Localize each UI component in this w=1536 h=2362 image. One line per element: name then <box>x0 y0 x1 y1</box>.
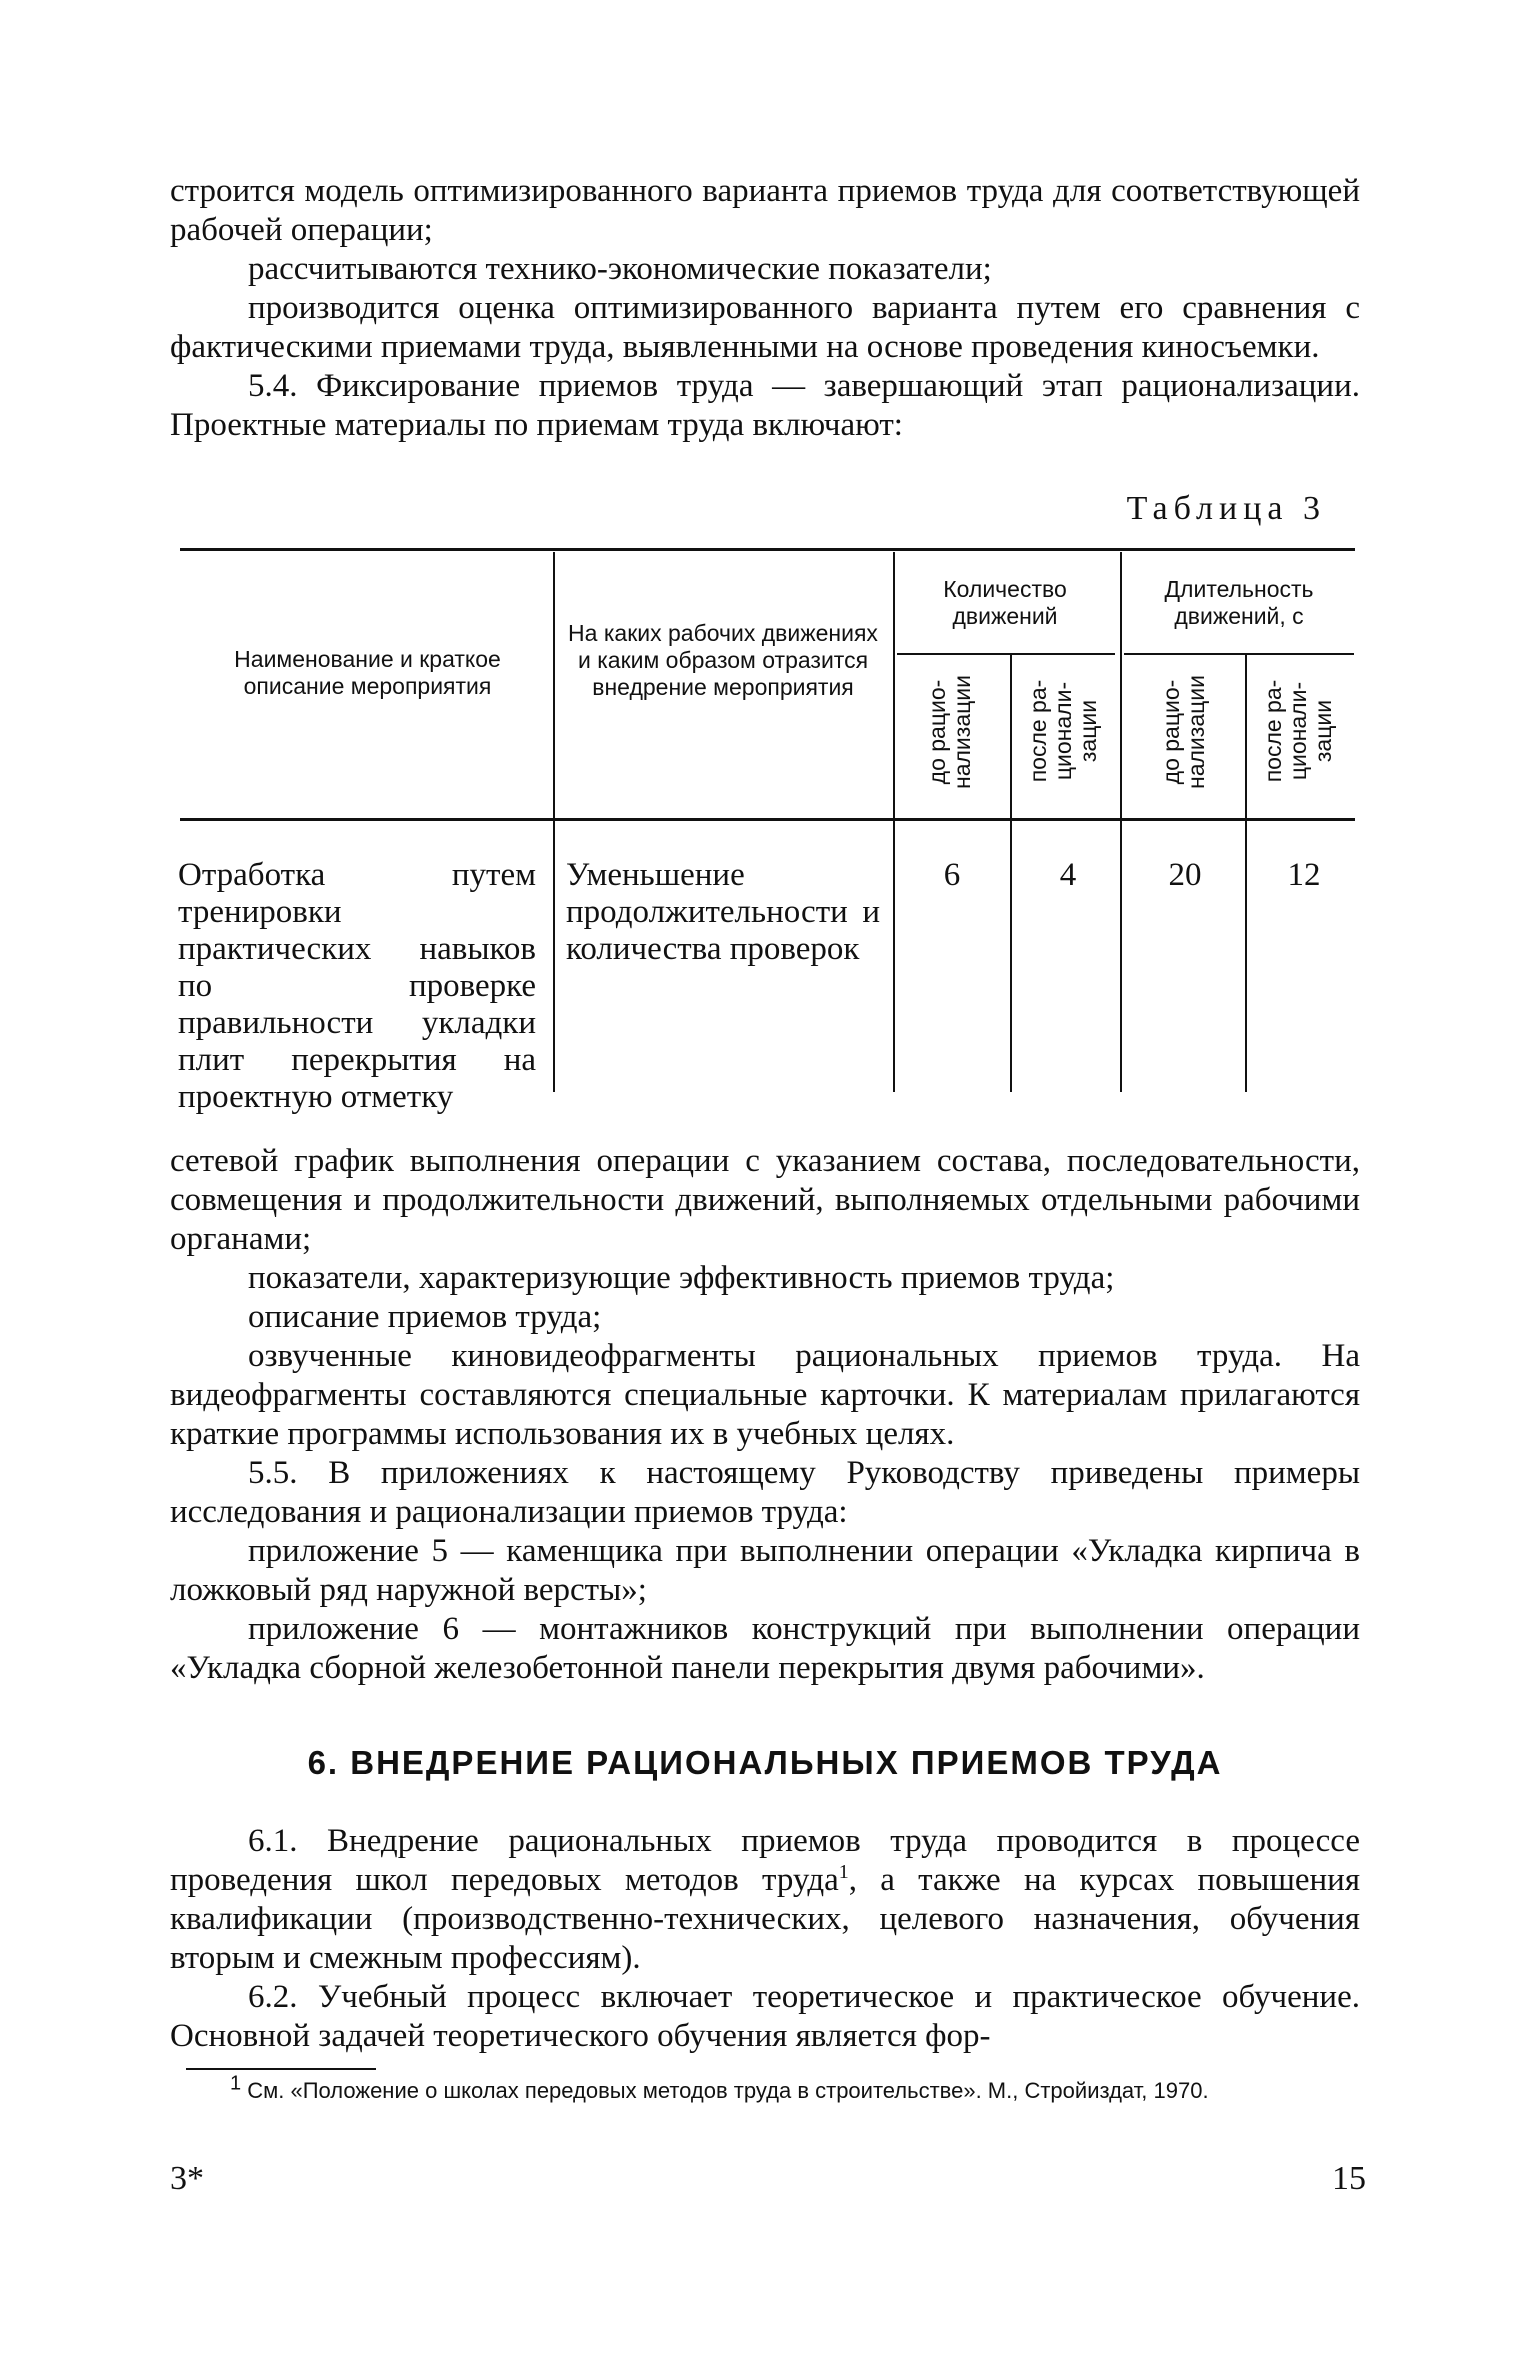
row-moves-after: 4 <box>1059 857 1077 893</box>
paragraph-description: описание приемов труда; <box>248 1299 602 1335</box>
paragraph-appendix-5: приложение 5 — каменщика при выполнении операции «Укладка кирпича в ложковый ряд наружной версты»; <box>170 1533 1360 1608</box>
row-duration-after: 12 <box>1287 857 1321 893</box>
row-moves-before: 6 <box>943 857 961 893</box>
footnote-text: См. «Положение о школах передовых методов труда в строительстве». М., Стройиздат, 1970. <box>247 2078 1209 2103</box>
table-top-rule <box>180 548 1355 551</box>
paragraph-6-1 <box>170 1822 1360 1978</box>
paragraph-network-graph: сетевой график выполнения операции с указанием состава, последовательности, совмещения и продолжительности движений, выполняемых отдельными рабочими органами; <box>170 1143 1360 1257</box>
table-vline-2 <box>893 552 895 1092</box>
header-duration-after: после ра- ционали- зации <box>1260 679 1336 783</box>
signature-mark: 3* <box>170 2160 204 2197</box>
section-body <box>170 1822 1360 2056</box>
table-vline-4 <box>1120 552 1122 1092</box>
table-vline-3 <box>1010 655 1012 1092</box>
paragraph-6-1-end: , а также на курсах повышения квалификации (производственно-технических, целевого назначения, обучения вторым и смежным профессиям). <box>170 1862 1360 1976</box>
header-moves-before: до рацио- нализации <box>924 675 975 789</box>
paragraph-model: строится модель оптимизированного варианта приемов труда для соответствующей рабочей операции; <box>170 173 1360 248</box>
table-header-rule <box>180 818 1355 821</box>
header-moves-after: после ра- ционали- зации <box>1025 679 1101 783</box>
paragraph-video: озвученные киновидеофрагменты рациональных приемов труда. На видеофрагменты составляются специальные карточки. К материалам прилагаются краткие программы использования их в учебных целях. <box>170 1338 1360 1452</box>
section-title: 6. ВНЕДРЕНИЕ РАЦИОНАЛЬНЫХ ПРИЕМОВ ТРУДА <box>307 1744 1223 1781</box>
paragraph-indicators: рассчитываются технико-экономические показатели; <box>248 251 992 287</box>
header-moves-duration: Длительность движений, с <box>1164 576 1314 629</box>
row-effect: Уменьшение продолжительности и количества проверок <box>566 857 880 967</box>
paragraph-5-4: 5.4. Фиксирование приемов труда — завершающий этап рационализации. Проектные материалы по приемам труда включают: <box>170 368 1360 443</box>
table-label: Таблица 3 <box>1126 490 1326 527</box>
materials-list <box>170 1142 1360 1688</box>
intro-text <box>170 172 1360 445</box>
paragraph-appendix-6: приложение 6 — монтажников конструкций при выполнении операции «Укладка сборной железобетонной панели перекрытия двумя рабочими». <box>170 1611 1360 1686</box>
header-measure: Наименование и краткое описание мероприятия <box>234 646 501 699</box>
footnote-separator <box>186 2068 376 2070</box>
paragraph-6-2: 6.2. Учебный процесс включает теоретическое и практическое обучение. Основной задачей теоретического обучения является фор- <box>170 1979 1360 2054</box>
footnote <box>170 2072 1360 2106</box>
row-measure: Отработка путем тренировки практических навыков по проверке правильности укладки плит перекрытия на проектную отметку <box>178 857 536 1115</box>
table-vline-5 <box>1245 655 1247 1092</box>
row-duration-before: 20 <box>1168 857 1202 893</box>
page-number: 15 <box>1332 2160 1366 2197</box>
paragraph-6-1-start: 6.1. Внедрение рациональных приемов труда проводится в процессе проведения школ передовых методов труда <box>170 1823 1360 1898</box>
header-duration-before: до рацио- нализации <box>1158 675 1209 789</box>
paragraph-efficiency: показатели, характеризующие эффективность приемов труда; <box>248 1260 1115 1296</box>
header-effect: На каких рабочих движениях и каким образом отразится внедрение мероприятия <box>568 620 878 700</box>
paragraph-evaluation: производится оценка оптимизированного варианта путем его сравнения с фактическими приемами труда, выявленными на основе проведения киносъемки. <box>170 290 1360 365</box>
header-moves-count: Количество движений <box>943 576 1067 629</box>
table-vline-1 <box>553 552 555 1092</box>
footnote-reference[interactable]: 1 <box>838 1861 849 1883</box>
paragraph-5-5: 5.5. В приложениях к настоящему Руководству приведены примеры исследования и рационализации приемов труда: <box>170 1455 1360 1530</box>
footnote-mark: 1 <box>230 2072 242 2095</box>
